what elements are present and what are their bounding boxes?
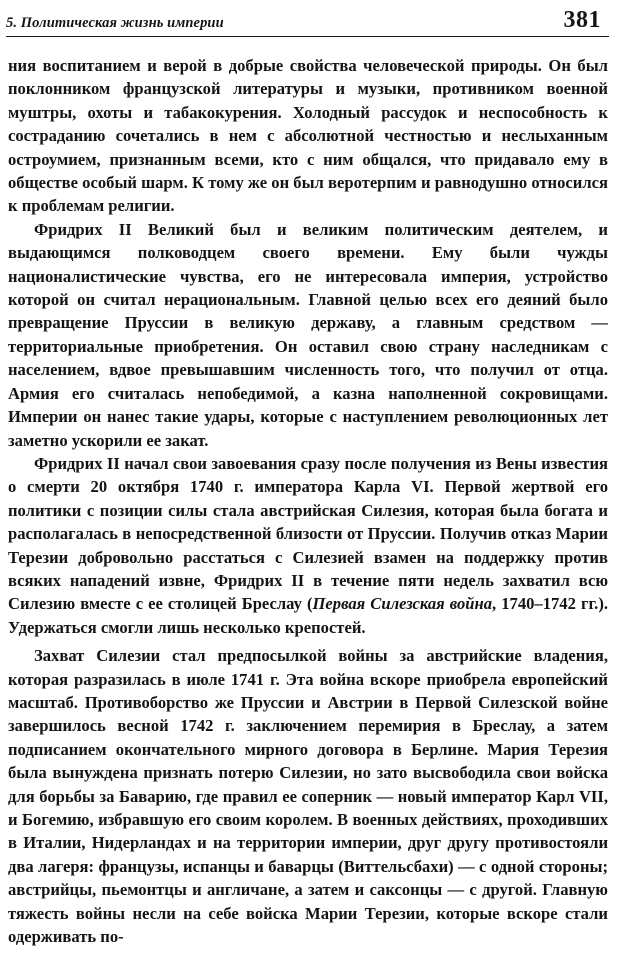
body-text bbox=[8, 54, 608, 948]
paragraph-3-text-before: Фридрих II начал свои завоевания сразу после получения из Вены известия о смерти 20 октября 1740 г. императора Карла VI. Первой жертвой его политики с позиции силы стала австрийская Силезия, которая была богата и располагалась в непосредственной близости от Пруссии. Получив отказ Марии Терезии добровольно расстаться с Силезией взамен на поддержку против всяких нападений извне, Фридрих II в течение пяти недель захватил всю Силезию вместе с ее столицей Бреслау ( bbox=[8, 453, 608, 614]
paragraph-3-text-after: , 1740–1742 гг.). Удержаться смогли лишь несколько крепостей. bbox=[8, 594, 608, 637]
page-header bbox=[6, 2, 609, 37]
paragraph-3 bbox=[8, 452, 608, 639]
paragraph-3-emphasis: Первая Силезская война bbox=[312, 594, 493, 614]
paragraph-2: Фридрих II Великий был и великим политическим деятелем, и выдающимся полководцем своего времени. Ему были чужды националистические чувства, его не интересовала империя, устройство которой он считал нерациональным. Главной целью всех его деяний было превращение Пруссии в великую державу, а главным средством — территориальные приобретения. Он оставил свою страну наследникам с населением, вдвое превышавшим численность того, что получил от отца. Армия его считалась непобедимой, а казна наполненной сокровищами. Империи он нанес такие удары, которые с наступлением революционных лет заметно ускорили ее закат. bbox=[8, 219, 608, 450]
running-title: 5. Политическая жизнь империи bbox=[6, 15, 224, 31]
paragraph-4: Захват Силезии стал предпосылкой войны за австрийские владения, которая разразилась в июле 1741 г. Эта война вскоре приобрела европейский масштаб. Противоборство же Пруссии и Австрии в Первой Силезской войне завершилось весной 1742 г. заключением перемирия в Бреслау, а затем подписанием окончательного мирного договора в Берлине. Мария Терезия была вынуждена признать потерю Силезии, но зато высвободила свои войска для борьбы за Баварию, где правил ее соперник — новый император Карл VII, и Богемию, избравшую его своим королем. В военных действиях, проходивших в Италии, Нидерландах и на территории империи, друг другу противостояли два лагеря: французы, испанцы и баварцы (Виттельсбахи) — с одной стороны; австрийцы, пьемонтцы и англичане, а затем и саксонцы — с другой. Главную тяжесть войны несли на себе войска Марии Терезии, которые вскоре стали одерживать по- bbox=[8, 646, 608, 947]
paragraph-1: ния воспитанием и верой в добрые свойства человеческой природы. Он был поклонником французской литературы и музыки, противником военной муштры, охоты и табакокурения. Холодный рассудок и неспособность к состраданию сочетались в нем с абсолютной честностью и неслыханным остроумием, признанным всеми, кто с ним общался, что придавало ему в обществе особый шарм. К тому же он был веротерпим и равнодушно относился к проблемам религии. bbox=[8, 56, 608, 216]
page-number: 381 bbox=[563, 7, 601, 33]
